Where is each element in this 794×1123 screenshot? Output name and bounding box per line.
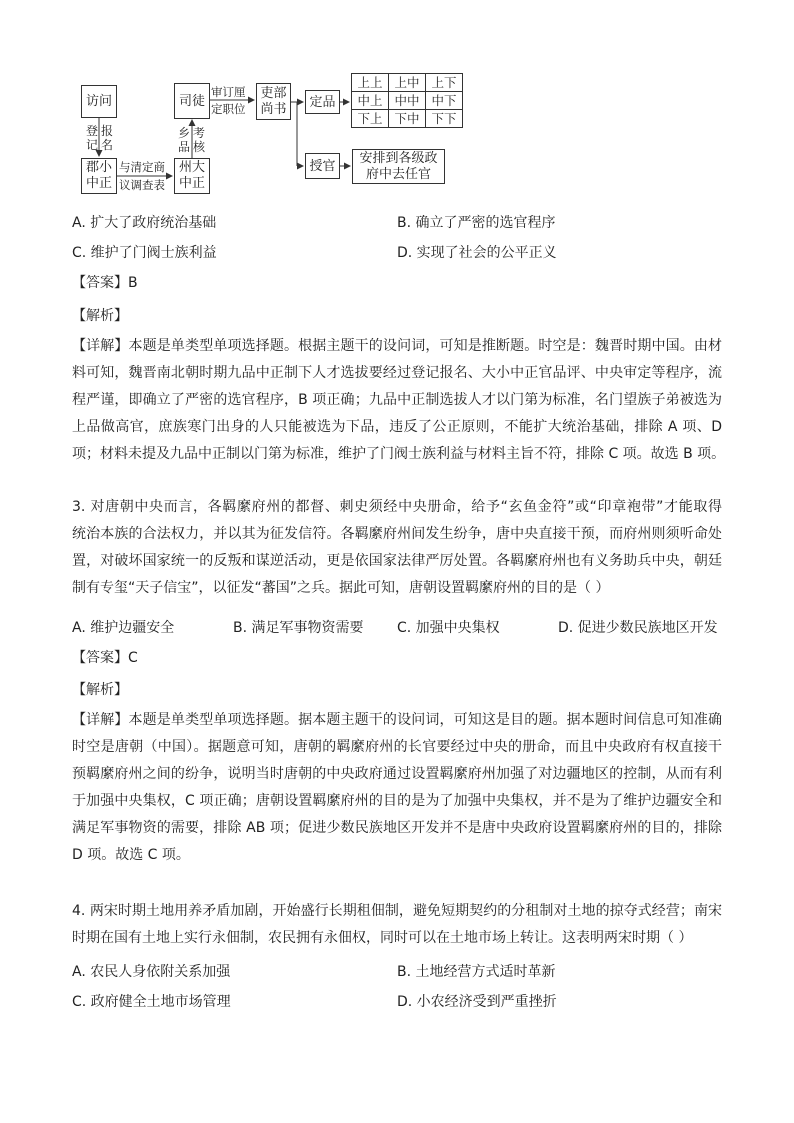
q3-detail-line: 【详解】本题是单类型单项选择题。据本题主题干的设问词，可知这是目的题。据本题时间信息可知准确 bbox=[72, 712, 722, 728]
q3-option-d: D. 促进少数民族地区开发 bbox=[558, 620, 718, 636]
q3-detail-line: 于加强中央集权，C 项正确；唐朝设置羁縻府州的目的是为了加强中央集权，并不是为了维护边疆安全和 bbox=[72, 793, 722, 809]
q2-detail-line: 程严谨，即确立了严密的选官程序，B 项正确；九品中正制选拔人才以门第为标准，名门望族子弟被选为 bbox=[72, 392, 722, 408]
q4-stem-line: 时期在国有土地上实行永佃制，农民拥有永佃权，同时可以在土地市场上转让。这表明两宋时期（ ） bbox=[72, 930, 693, 946]
q4-option-c: C. 政府健全土地市场管理 bbox=[72, 994, 231, 1010]
grid-cell: 下上 bbox=[352, 110, 389, 128]
grid-row bbox=[352, 74, 463, 92]
libu-line1: 吏部 bbox=[260, 85, 287, 101]
box-fangwen bbox=[81, 85, 117, 118]
label-kaohe bbox=[193, 126, 205, 154]
q3-answer bbox=[72, 648, 138, 668]
grid-cell: 中上 bbox=[352, 92, 389, 110]
q3-detail-line: 时空是唐朝（中国）。据题意可知，唐朝的羁縻府州的长官要经过中央的册命，而且中央政府有权直接干 bbox=[72, 739, 722, 755]
q3-stem bbox=[72, 494, 722, 602]
grid-cell: 下中 bbox=[389, 110, 426, 128]
q3-detail-line: 预羁縻府州之间的纷争，说明当时唐朝的中央政府通过设置羁縻府州加强了对边疆地区的控制，从而有利 bbox=[72, 766, 722, 782]
q4-stem-line: 4. 两宋时期土地用养矛盾加剧，开始盛行长期租佃制，避免短期契约的分租制对土地的掠夺式经营；南宋 bbox=[72, 903, 722, 919]
box-dingpin-label: 定品 bbox=[309, 94, 336, 110]
zhouda-line1: 州大 bbox=[178, 160, 205, 175]
q3-answer-value: C bbox=[128, 650, 138, 666]
q3-option-c: C. 加强中央集权 bbox=[397, 620, 500, 636]
q2-detail-line: 【详解】本题是单类型单项选择题。根据主题干的设问词，可知是推断题。时空是：魏晋时期中国。由材 bbox=[72, 338, 722, 354]
q4-option-b: B. 土地经营方式适时革新 bbox=[397, 964, 556, 980]
box-libu-shangshu bbox=[256, 83, 291, 120]
q2-option-a: A. 扩大了政府统治基础 bbox=[72, 215, 217, 231]
q3-stem-line: 制有专玺“天子信宝”，以征发“蕃国”之兵。据此可知，唐朝设置羁縻府州的目的是（ ） bbox=[72, 580, 610, 596]
q2-detail bbox=[72, 333, 726, 468]
label-shending-2: 定职位 bbox=[211, 102, 246, 116]
grid-cell: 上下 bbox=[426, 74, 463, 92]
q2-detail-line: 项；材料未提及九品中正制以门第为标准，维护了门阀士族利益与材料主旨不符，排除 C 项。故选 B 项。 bbox=[72, 446, 726, 462]
q3-detail-line: 满足军事物资的需要，排除 AB 项；促进少数民族地区开发并不是唐中央政府设置羁縻府州的目的，排除 bbox=[72, 820, 722, 836]
q3-analysis-tag: 【解析】 bbox=[72, 682, 128, 698]
q3-stem-line: 置，对破坏国家统一的反叛和谋逆活动，更是依国家法律严厉处置。各羁縻府州也有义务助兵中央，朝廷 bbox=[72, 553, 722, 569]
q2-answer-value: B bbox=[128, 275, 138, 291]
libu-line2: 尚书 bbox=[260, 101, 287, 117]
q4-option-a: A. 农民人身依附关系加强 bbox=[72, 964, 231, 980]
box-shouguan bbox=[305, 153, 340, 179]
q3-option-b: B. 满足军事物资需要 bbox=[233, 620, 364, 636]
box-situ-label: 司徒 bbox=[178, 93, 205, 109]
q2-analysis-tag: 【解析】 bbox=[72, 308, 128, 324]
box-shouguan-label: 授官 bbox=[309, 158, 336, 174]
label-yuqing-2: 议调查表 bbox=[119, 178, 165, 192]
rank-grid bbox=[351, 73, 463, 128]
q3-detail-line: D 项。故选 C 项。 bbox=[72, 847, 190, 863]
junxiao-line2: 中正 bbox=[85, 176, 112, 191]
grid-row bbox=[352, 110, 463, 128]
grid-cell: 下下 bbox=[426, 110, 463, 128]
zhouda-line2: 中正 bbox=[178, 176, 205, 191]
label-baoming bbox=[101, 124, 113, 152]
box-anpai bbox=[352, 149, 445, 184]
q2-answer-tag: 【答案】 bbox=[72, 275, 128, 291]
label-dengji bbox=[86, 124, 98, 152]
anpai-line2: 府中去任官 bbox=[365, 166, 431, 182]
anpai-line1: 安排到各级政 bbox=[359, 150, 438, 166]
q4-stem bbox=[72, 898, 722, 952]
label-dengji-text: 登记 bbox=[86, 124, 99, 152]
label-baoming-text: 报名 bbox=[101, 124, 114, 152]
grid-cell: 上上 bbox=[352, 74, 389, 92]
grid-cell: 中下 bbox=[426, 92, 463, 110]
grid-cell: 中中 bbox=[389, 92, 426, 110]
box-situ bbox=[174, 83, 210, 119]
label-xiangpin bbox=[178, 126, 190, 154]
box-zhouda-zhongzheng bbox=[174, 158, 210, 194]
box-dingpin bbox=[305, 90, 340, 114]
junxiao-line1: 郡小 bbox=[85, 160, 112, 175]
label-yuqing-1: 与清定商 bbox=[119, 160, 165, 174]
grid-cell: 上中 bbox=[389, 74, 426, 92]
box-junxiao-zhongzheng bbox=[81, 158, 117, 194]
q2-option-b: B. 确立了严密的选官程序 bbox=[397, 215, 556, 231]
q2-detail-line: 料可知，魏晋南北朝时期九品中正制下人才选拔要经过登记报名、大小中正官品评、中央审定等程序，流 bbox=[72, 365, 722, 381]
box-fangwen-label: 访问 bbox=[85, 94, 112, 109]
grid-row bbox=[352, 92, 463, 110]
q4-option-d: D. 小农经济受到严重挫折 bbox=[397, 994, 557, 1010]
label-kaohe-text: 考核 bbox=[193, 126, 206, 154]
q2-option-d: D. 实现了社会的公平正义 bbox=[397, 245, 557, 261]
q3-answer-tag: 【答案】 bbox=[72, 650, 128, 666]
q2-option-c: C. 维护了门阀士族利益 bbox=[72, 245, 217, 261]
q3-option-a: A. 维护边疆安全 bbox=[72, 620, 175, 636]
q2-answer bbox=[72, 273, 138, 293]
q3-detail bbox=[72, 707, 722, 869]
label-shending-1: 审订厘 bbox=[211, 85, 246, 99]
q3-stem-line: 统治本族的合法权力，并以其为征发信符。各羁縻府州间发生纷争，唐中央直接干预，而府州则须听命处 bbox=[72, 526, 722, 542]
q2-detail-line: 上品做高官，庶族寒门出身的人只能被选为下品，违反了公正原则，不能扩大统治基础，排除 A 项、D bbox=[72, 419, 722, 435]
q3-stem-line: 3. 对唐朝中央而言，各羁縻府州的都督、刺史须经中央册命，给予“玄鱼金符”或“印章袍带”才能取得 bbox=[72, 499, 722, 515]
label-xiangpin-text: 乡品 bbox=[178, 126, 191, 154]
